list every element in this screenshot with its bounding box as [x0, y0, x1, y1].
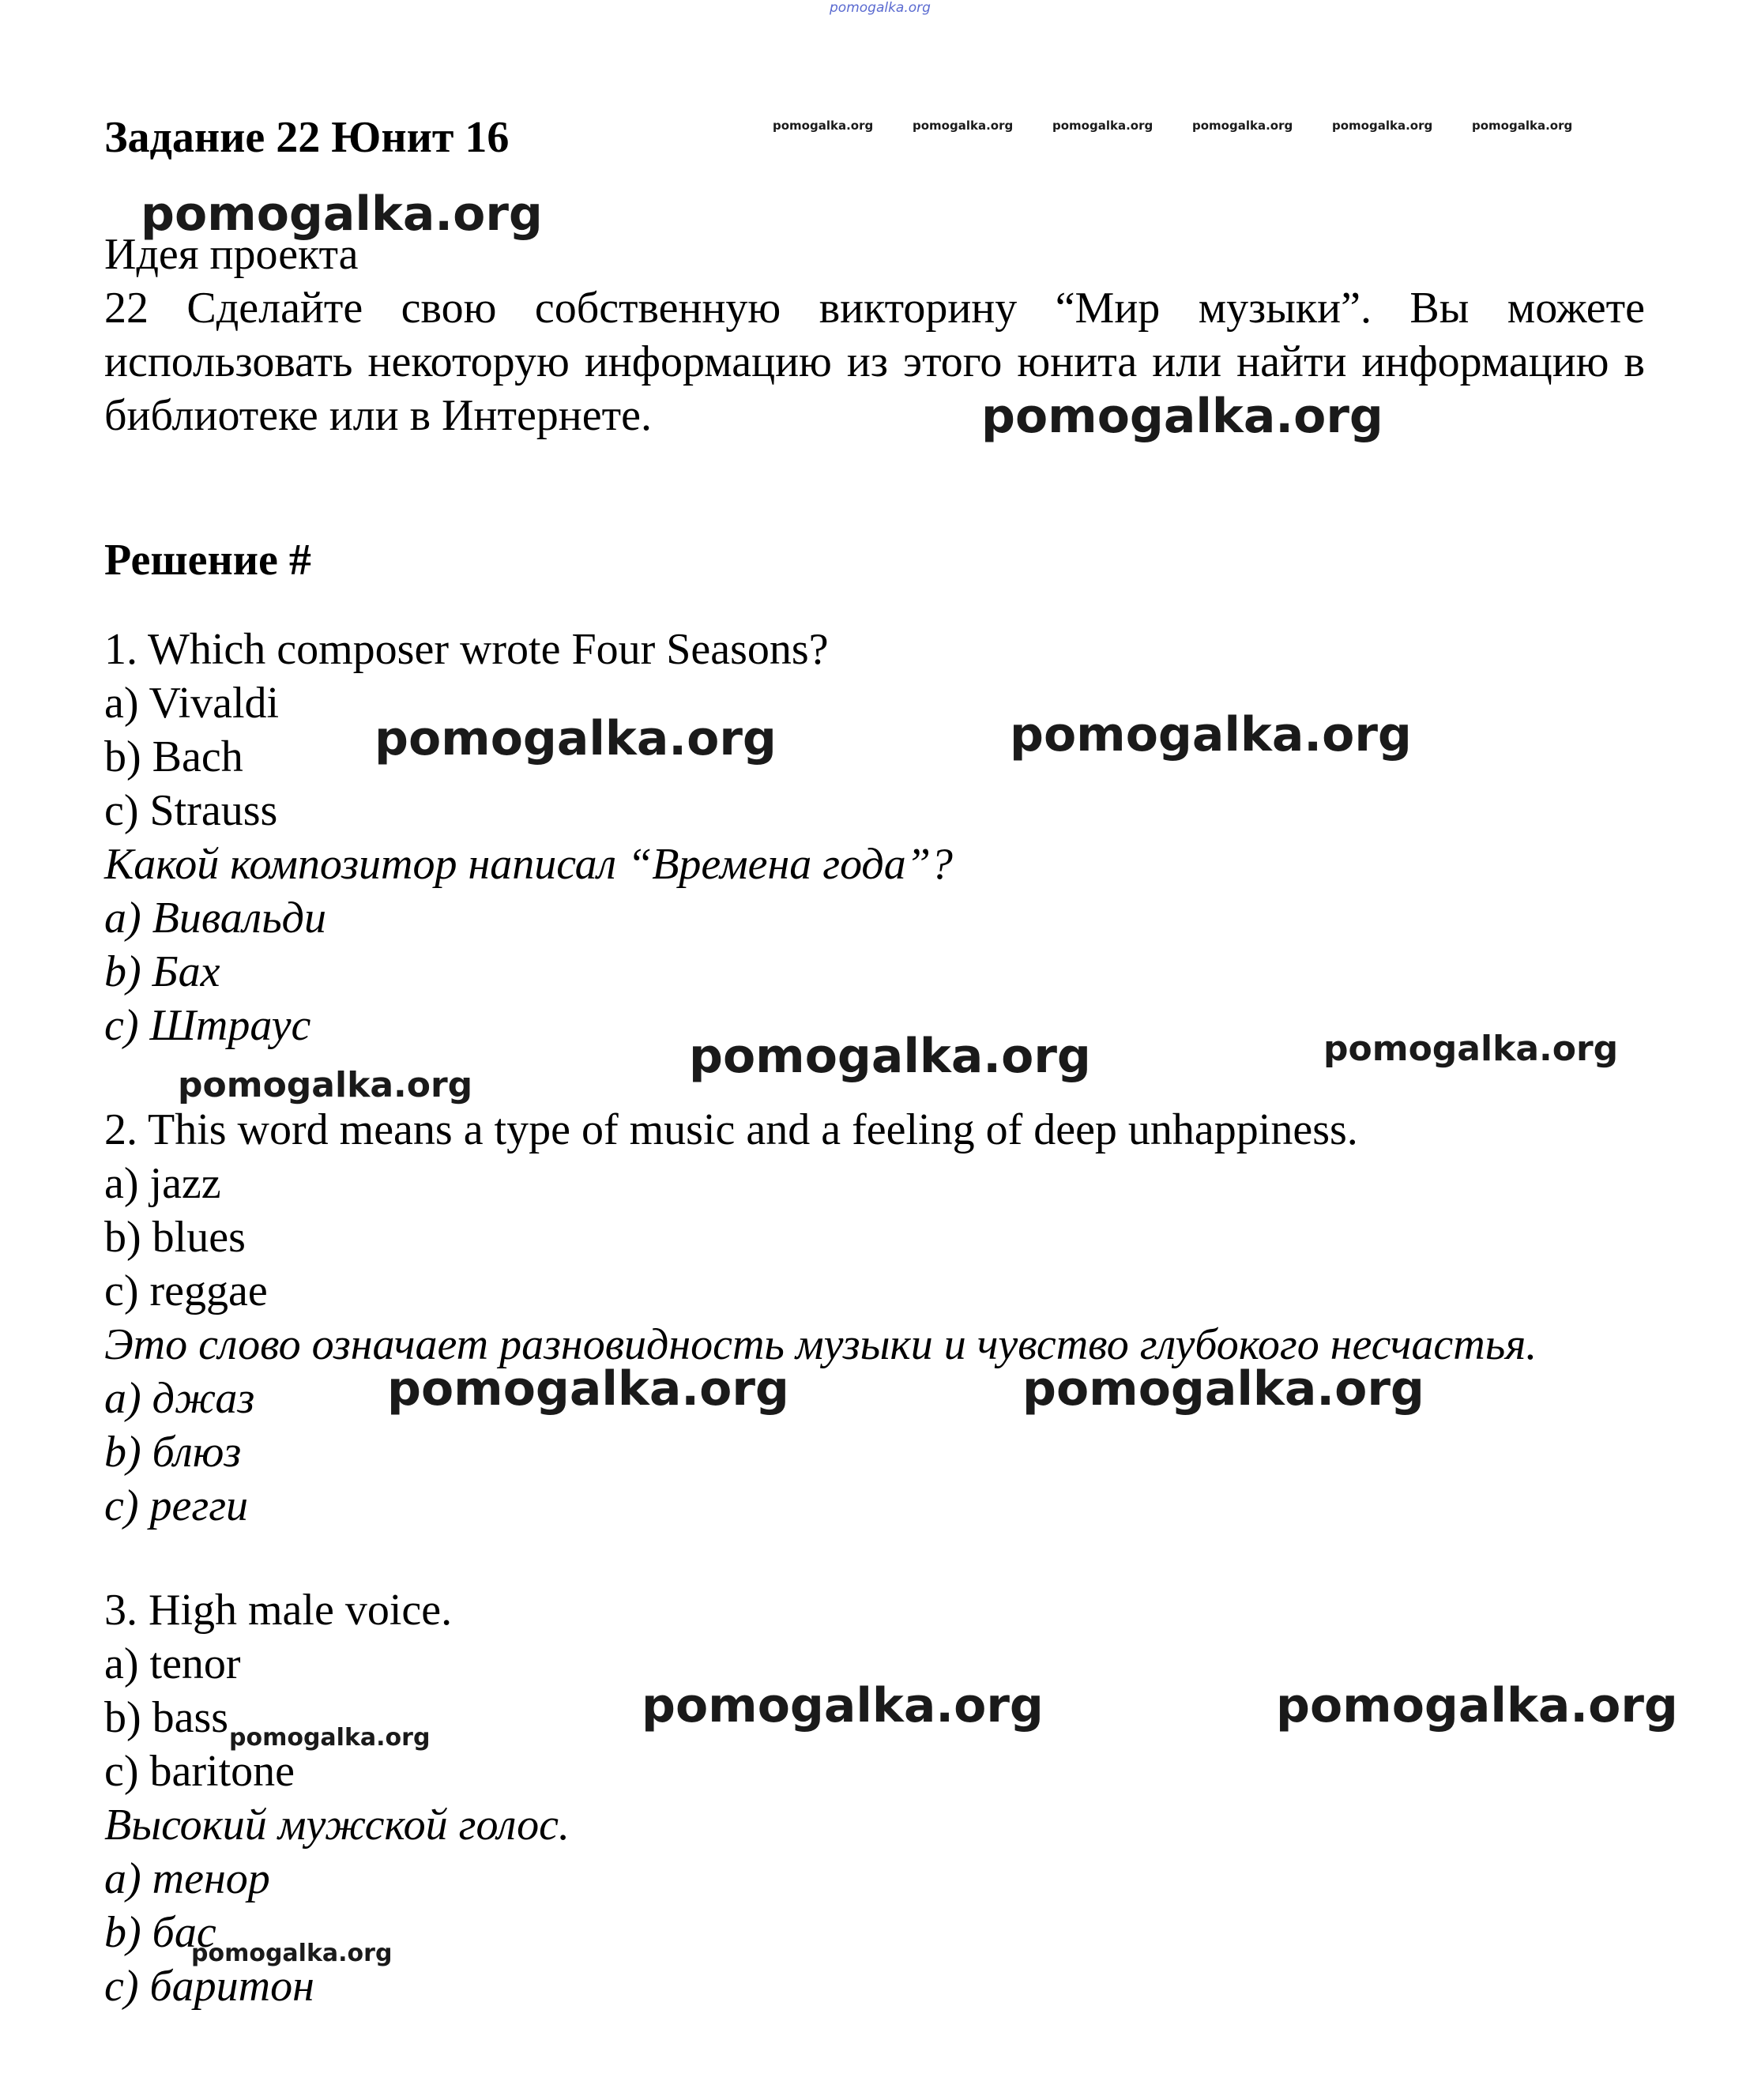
- question-1-en: 1. Which composer wrote Four Seasons?: [104, 625, 829, 674]
- watermark-large: pomogalka.org: [1276, 1678, 1678, 1733]
- question-1-option-c-en: c) Strauss: [104, 786, 278, 835]
- watermark-small: pomogalka.org: [773, 119, 874, 133]
- question-1-ru: Какой композитор написал “Времена года”?: [104, 840, 953, 889]
- watermark-large: pomogalka.org: [981, 389, 1383, 444]
- question-2-option-c-ru: c) регги: [104, 1481, 249, 1530]
- question-2-en: 2. This word means a type of music and a feeling of deep unhappiness.: [104, 1105, 1358, 1154]
- watermark-small: pomogalka.org: [1192, 119, 1293, 133]
- watermark-large: pomogalka.org: [642, 1678, 1044, 1733]
- question-2-option-a-ru: a) джаз: [104, 1374, 255, 1423]
- question-1-option-b-ru: b) Бах: [104, 947, 220, 996]
- watermark-small: pomogalka.org: [913, 119, 1014, 133]
- watermark-large: pomogalka.org: [689, 1029, 1091, 1084]
- watermark-medium: pomogalka.org: [178, 1065, 473, 1105]
- watermark-medium: pomogalka.org: [1323, 1029, 1619, 1069]
- watermark-large: pomogalka.org: [1022, 1361, 1424, 1417]
- question-3-ru: Высокий мужской голос.: [104, 1801, 570, 1850]
- question-1-option-a-ru: a) Вивальди: [104, 894, 327, 943]
- watermark-top: pomogalka.org: [830, 0, 931, 16]
- watermark-large: pomogalka.org: [141, 186, 543, 242]
- question-2-ru: Это слово означает разновидность музыки и чувство глубокого несчастья.: [104, 1320, 1537, 1369]
- question-3-option-c-ru: c) баритон: [104, 1962, 314, 2011]
- question-1-option-c-ru: c) Штраус: [104, 1001, 311, 1050]
- page-title: Задание 22 Юнит 16: [104, 113, 510, 162]
- question-3-option-b-ru: b) бас: [104, 1908, 216, 1957]
- question-1-option-a-en: a) Vivaldi: [104, 679, 280, 728]
- question-2-option-b-ru: b) блюз: [104, 1428, 242, 1477]
- watermark-small: pomogalka.org: [1052, 119, 1153, 133]
- question-1-option-b-en: b) Bach: [104, 732, 243, 781]
- question-3-en: 3. High male voice.: [104, 1586, 453, 1635]
- watermark-small: pomogalka.org: [1332, 119, 1433, 133]
- question-3-option-c-en: c) baritone: [104, 1747, 295, 1796]
- question-2-option-b-en: b) blues: [104, 1213, 246, 1262]
- task-heading: Идея проекта: [104, 230, 359, 279]
- question-2-option-a-en: a) jazz: [104, 1159, 221, 1208]
- watermark-small: pomogalka.org: [1472, 119, 1573, 133]
- question-3-option-a-ru: a) тенор: [104, 1854, 270, 1903]
- solution-heading: Решение #: [104, 536, 311, 585]
- watermark-small: pomogalka.org: [191, 1940, 393, 1967]
- task-text: 22 Сделайте свою собственную викторину “Мир музыки”. Вы можете использовать некоторую информацию из этого юнита или найти информацию в библиотеке или в Интернете.: [104, 284, 1645, 440]
- watermark-large: pomogalka.org: [374, 711, 777, 766]
- question-2-option-c-en: c) reggae: [104, 1266, 268, 1315]
- watermark-large: pomogalka.org: [387, 1361, 789, 1417]
- question-3-option-a-en: a) tenor: [104, 1639, 241, 1688]
- question-3-option-b-en: b) bass: [104, 1693, 229, 1742]
- watermark-small: pomogalka.org: [229, 1724, 431, 1752]
- watermark-large: pomogalka.org: [1010, 707, 1412, 762]
